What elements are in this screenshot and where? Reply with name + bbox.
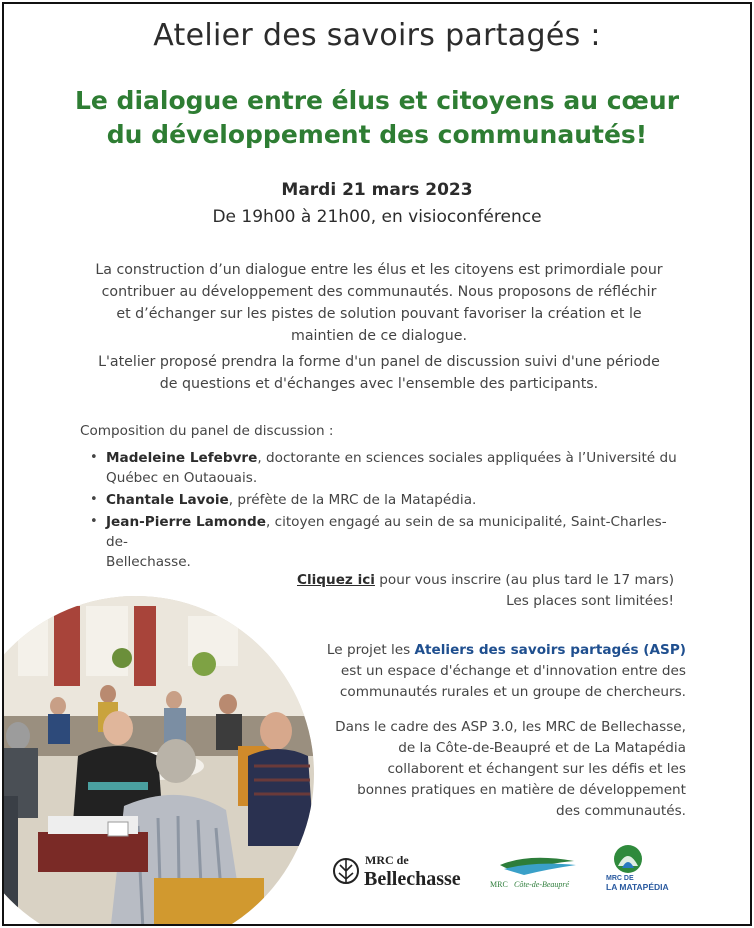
text-line: et d’échanger sur les pistes de solution pouvant favoriser la création et le: [116, 306, 642, 322]
text-line: bonnes pratiques en matière de développement: [357, 782, 686, 798]
matapedia-logo: [604, 842, 694, 894]
bullet: •: [90, 492, 98, 507]
subtitle: [44, 84, 710, 152]
member-desc: , citoyen engagé au sein de sa municipalité, Saint-Charles-de-: [106, 514, 667, 550]
event-date: Mardi 21 mars 2023: [281, 180, 473, 200]
text-line: Le projet les: [326, 642, 415, 658]
panel-list: [82, 448, 682, 574]
text-line: des communautés.: [556, 803, 686, 819]
panel-title: Composition du panel de discussion :: [80, 423, 334, 439]
member-name: Madeleine Lefebvre: [106, 450, 258, 466]
bullet: •: [90, 450, 98, 465]
member-desc: , doctorante en sciences sociales appliquées à l’Université du: [257, 450, 677, 466]
subtitle-line: Le dialogue entre élus et citoyens au cœur: [74, 86, 680, 115]
flyer: [2, 2, 752, 926]
member-desc: , préfète de la MRC de la Matapédia.: [228, 492, 477, 508]
member-name: Chantale Lavoie: [106, 492, 229, 508]
list-item: [82, 512, 682, 572]
list-item: [82, 490, 682, 510]
bellechasse-logo-name: Bellechasse: [364, 868, 461, 890]
event-time: De 19h00 à 21h00, en visioconférence: [212, 207, 542, 227]
workshop-photo: [2, 596, 314, 926]
text-line: L'atelier proposé prendra la forme d'un panel de discussion suivi d'une période: [98, 354, 660, 370]
workshop-photo-illustration: [2, 596, 314, 926]
text-line: collaborent et échangent sur les défis et les: [387, 761, 686, 777]
matapedia-logo-name: LA MATAPÉDIA: [606, 882, 669, 892]
register-text: pour vous inscrire (au plus tard le 17 mars): [374, 572, 674, 588]
list-item: [82, 448, 682, 488]
bullet: •: [90, 514, 98, 529]
text-line: maintien de ce dialogue.: [291, 328, 467, 344]
text-line: communautés rurales et un groupe de chercheurs.: [339, 684, 686, 700]
member-desc: Québec en Outaouais.: [106, 470, 258, 486]
bellechasse-logo: [332, 847, 467, 893]
matapedia-logo-mrc: MRC DE: [606, 875, 634, 882]
text-line: de questions et d'échanges avec l'ensemble des participants.: [159, 376, 599, 392]
intro-paragraph: [74, 259, 684, 347]
text-line: La construction d’un dialogue entre les élus et les citoyens est primordiale pour: [95, 262, 663, 278]
text-line: est un espace d'échange et d'innovation entre des: [340, 663, 686, 679]
subtitle-line: du développement des communautés!: [106, 120, 648, 149]
limited-notice: Les places sont limitées!: [506, 593, 674, 609]
cote-logo-name: Côte-de-Beaupré: [514, 880, 570, 889]
member-desc: Bellechasse.: [106, 554, 191, 570]
asp-description: [326, 640, 686, 703]
cote-de-beaupre-logo: [488, 847, 588, 893]
member-name: Jean-Pierre Lamonde: [106, 514, 266, 530]
cote-logo-mrc: MRC: [490, 880, 508, 889]
asp-partners: [326, 717, 686, 822]
registration-block: [297, 570, 674, 612]
text-line: contribuer au développement des communautés. Nous proposons de réfléchir: [101, 284, 657, 300]
text-line: de la Côte-de-Beaupré et de La Matapédia: [398, 740, 686, 756]
page-title: Atelier des savoirs partagés :: [153, 18, 601, 53]
asp-name: Ateliers des savoirs partagés (ASP): [414, 642, 686, 658]
bellechasse-logo-top: MRC de: [365, 853, 409, 867]
register-link[interactable]: Cliquez ici: [297, 572, 375, 588]
format-paragraph: [74, 351, 684, 395]
text-line: Dans le cadre des ASP 3.0, les MRC de Bellechasse,: [335, 719, 686, 735]
